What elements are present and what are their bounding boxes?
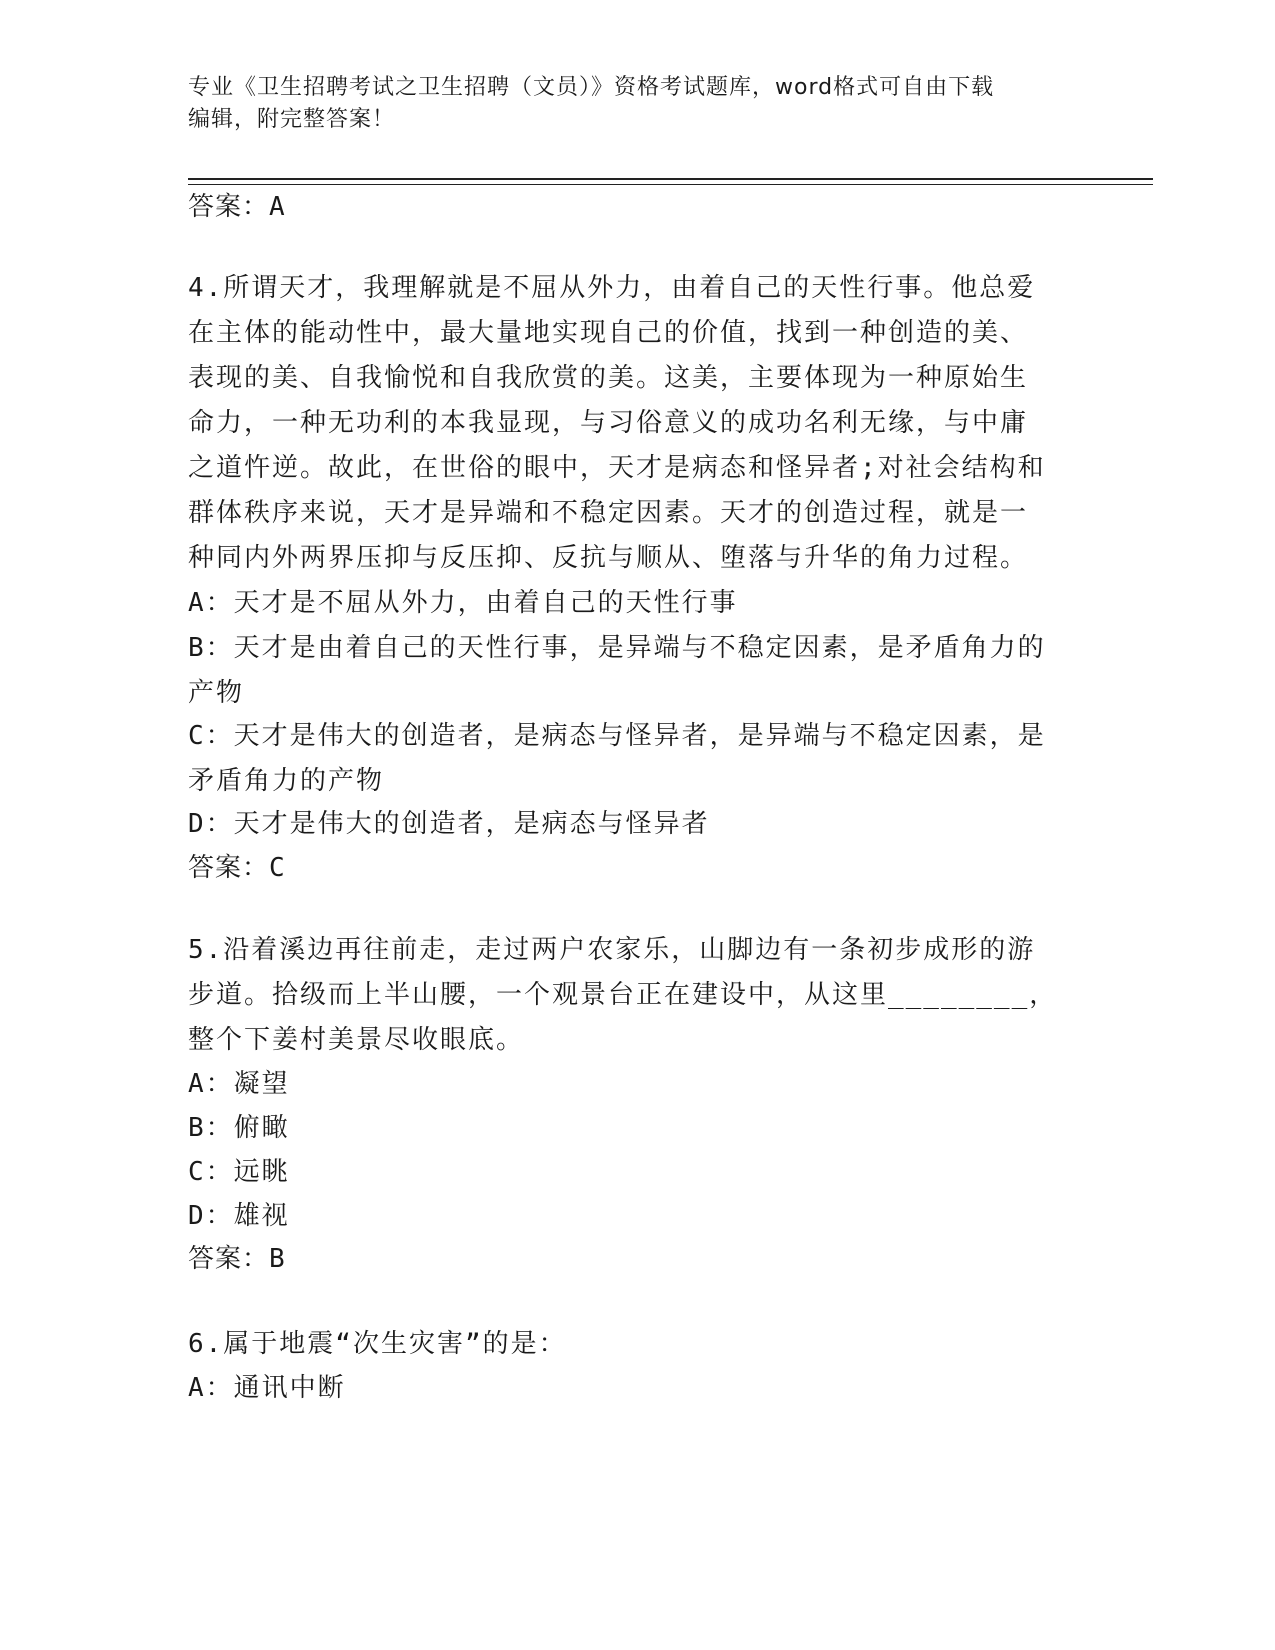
question-4-line: 命力，一种无功利的本我显现，与习俗意义的成功名利无缘，与中庸 bbox=[188, 408, 1029, 438]
answer-prev bbox=[188, 186, 286, 223]
answer-label: 答案： bbox=[188, 853, 270, 883]
question-4-line: 在主体的能动性中，最大量地实现自己的价值，找到一种创造的美、 bbox=[188, 318, 1029, 348]
question-4-option-b bbox=[188, 626, 1078, 716]
answer-value: C bbox=[269, 853, 286, 883]
header-line-1: 专业《卫生招聘考试之卫生招聘（文员）》资格考试题库，word格式可自由下载 bbox=[188, 75, 995, 100]
question-5-line: 整个下姜村美景尽收眼底。 bbox=[188, 1025, 525, 1055]
question-4-option-d: D：天才是伟大的创造者，是病态与怪异者 bbox=[188, 809, 710, 839]
question-4-line: 群体秩序来说，天才是异端和不稳定因素。天才的创造过程，就是一 bbox=[188, 498, 1029, 528]
question-5-option-b: B：俯瞰 bbox=[188, 1113, 290, 1143]
question-5-answer bbox=[188, 1238, 286, 1275]
page-header bbox=[188, 72, 1068, 136]
option-c-line-1: C：天才是伟大的创造者，是病态与怪异者，是异端与不稳定因素，是 bbox=[188, 721, 1046, 751]
question-4-line: 表现的美、自我愉悦和自我欣赏的美。这美，主要体现为一种原始生 bbox=[188, 363, 1029, 393]
question-5-option-d: D：雄视 bbox=[188, 1201, 290, 1231]
answer-label: 答案： bbox=[188, 1244, 270, 1274]
question-5-option-a: A：凝望 bbox=[188, 1069, 290, 1099]
question-5-line: 步道。拾级而上半山腰，一个观景台正在建设中，从这里________， bbox=[188, 980, 1058, 1010]
option-b-line-2: 产物 bbox=[188, 678, 245, 708]
question-4-line: 之道忤逆。故此，在世俗的眼中，天才是病态和怪异者;对社会结构和 bbox=[188, 453, 1046, 483]
header-divider-thin bbox=[188, 184, 1153, 185]
question-6-stem: 6.属于地震“次生灾害”的是： bbox=[188, 1329, 567, 1359]
question-4-answer bbox=[188, 847, 286, 884]
question-5-line: 5.沿着溪边再往前走，走过两户农家乐，山脚边有一条初步成形的游 bbox=[188, 935, 1036, 965]
option-c-line-2: 矛盾角力的产物 bbox=[188, 766, 385, 796]
question-4-option-a: A：天才是不屈从外力，由着自己的天性行事 bbox=[188, 588, 738, 618]
question-4-line: 4.所谓天才，我理解就是不屈从外力，由着自己的天性行事。他总爱 bbox=[188, 273, 1036, 303]
answer-value: B bbox=[269, 1244, 286, 1274]
header-divider-thick bbox=[188, 178, 1153, 180]
question-4-option-c bbox=[188, 714, 1078, 804]
question-5-option-c: C：远眺 bbox=[188, 1157, 290, 1187]
question-6-option-a: A：通讯中断 bbox=[188, 1373, 346, 1403]
option-b-line-1: B：天才是由着自己的天性行事，是异端与不稳定因素，是矛盾角力的 bbox=[188, 633, 1046, 663]
question-4-line: 种同内外两界压抑与反压抑、反抗与顺从、堕落与升华的角力过程。 bbox=[188, 543, 1029, 573]
header-line-2: 编辑，附完整答案！ bbox=[188, 107, 396, 132]
answer-label: 答案： bbox=[188, 192, 270, 222]
question-4-stem bbox=[188, 266, 1078, 581]
question-5-stem bbox=[188, 928, 1078, 1063]
answer-value: A bbox=[269, 192, 286, 222]
